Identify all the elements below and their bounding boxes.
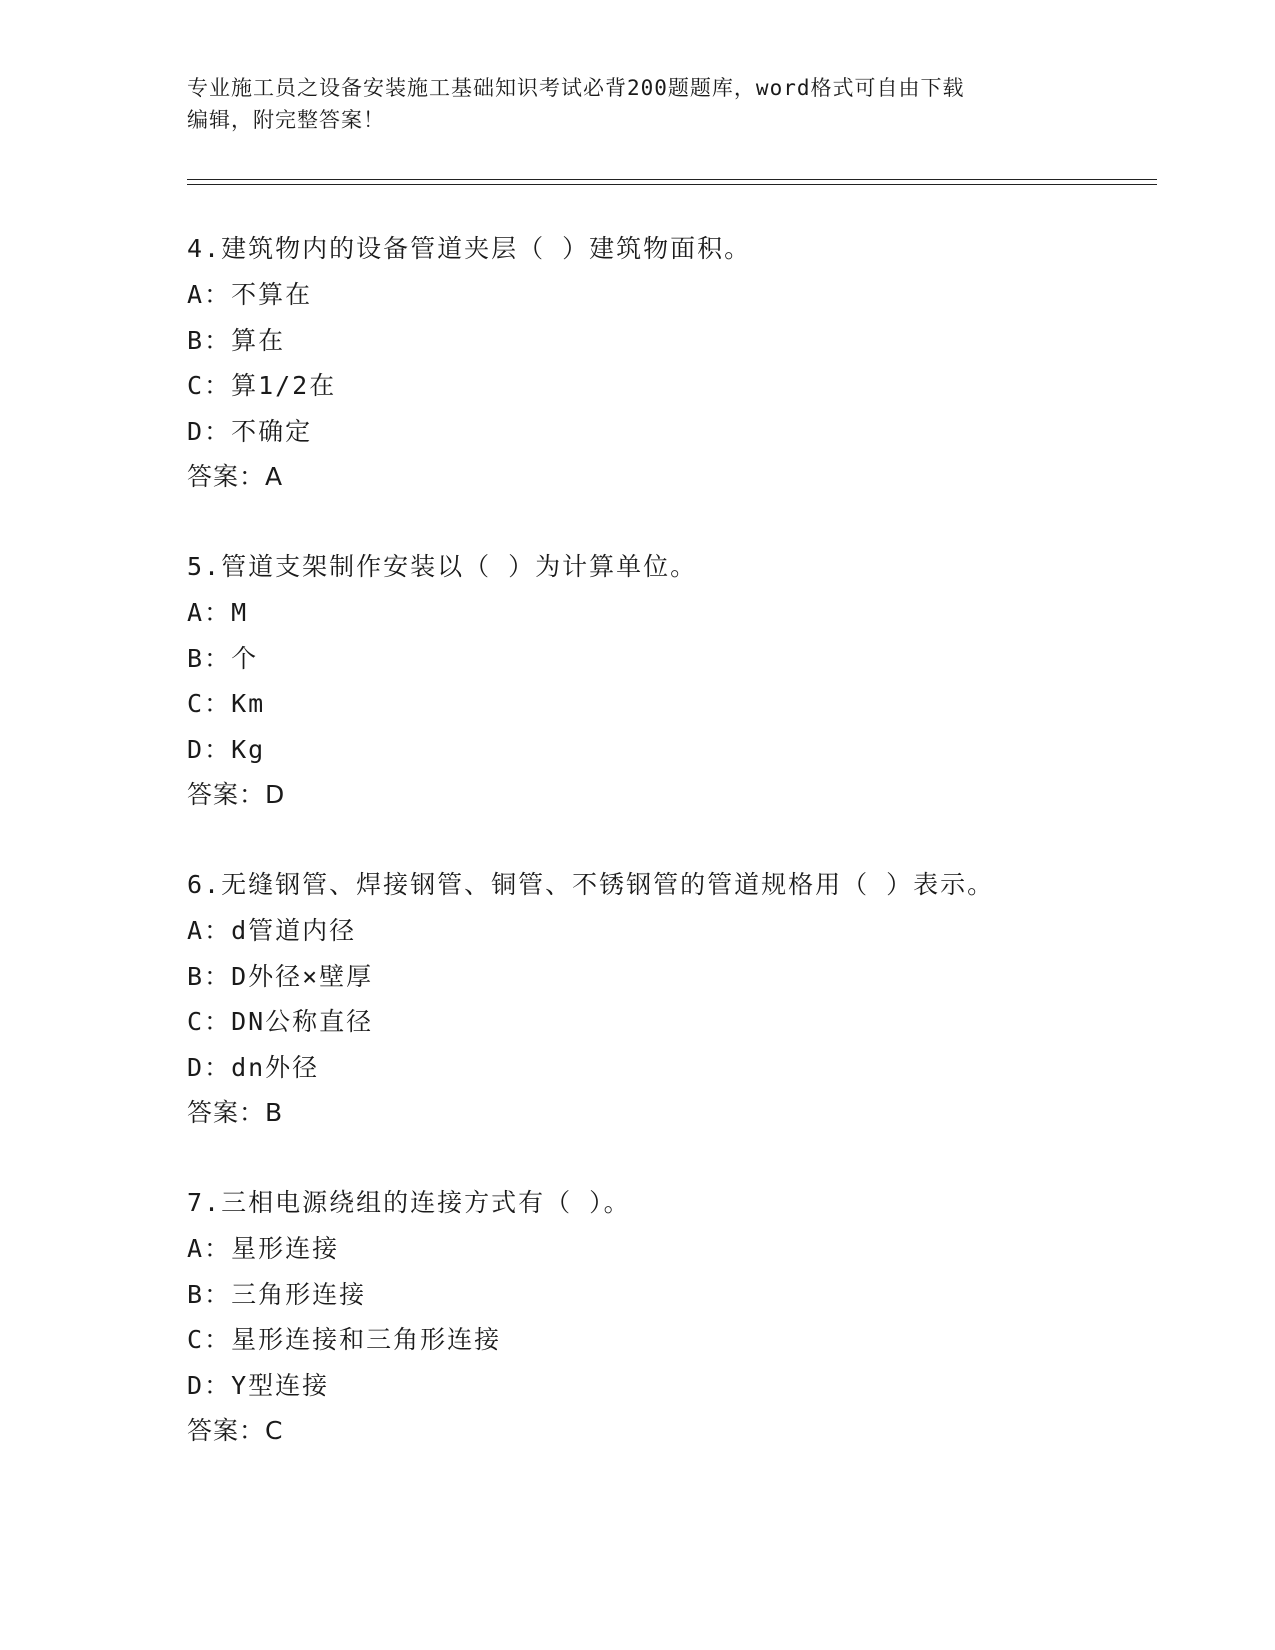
answer-value: A [265, 462, 284, 491]
option-d [187, 1053, 1147, 1099]
option-c [187, 689, 1147, 735]
option-separator: ： [204, 961, 232, 991]
option-key: A [187, 598, 205, 627]
answer-value: B [265, 1098, 284, 1127]
option-a [187, 916, 1147, 962]
option-text: 算在 [231, 325, 286, 355]
option-key: C [187, 689, 205, 718]
document-header [187, 72, 1067, 136]
option-text: Km [231, 689, 266, 718]
option-text: 不确定 [231, 416, 313, 446]
answer-label: 答案： [187, 780, 266, 809]
option-b [187, 1280, 1147, 1326]
option-separator: ： [204, 1052, 232, 1082]
option-key: C [187, 371, 205, 400]
question-stem: 6.无缝钢管、焊接钢管、铜管、不锈钢管的管道规格用（ ）表示。 [187, 870, 995, 899]
question-block [187, 1188, 1147, 1462]
option-b [187, 326, 1147, 372]
option-text: 不算在 [231, 280, 313, 309]
option-text: Y型连接 [231, 1370, 330, 1400]
option-separator: ： [204, 1370, 232, 1400]
option-separator: ： [204, 689, 232, 718]
question-block [187, 870, 1147, 1144]
option-a [187, 1234, 1147, 1280]
answer-line [187, 462, 1147, 508]
answer-label: 答案： [187, 1416, 266, 1445]
option-text: DN公称直径 [231, 1007, 374, 1036]
option-c [187, 371, 1147, 417]
option-key: A [187, 1234, 205, 1263]
answer-value: D [265, 780, 286, 809]
option-separator: ： [204, 325, 232, 355]
option-separator: ： [204, 1007, 232, 1036]
option-a [187, 280, 1147, 326]
option-key: B [187, 325, 205, 355]
question-stem: 7.三相电源绕组的连接方式有（ ）。 [187, 1188, 631, 1217]
option-separator: ： [204, 1234, 232, 1263]
option-separator: ： [204, 734, 232, 764]
question-block [187, 552, 1147, 826]
answer-label: 答案： [187, 1098, 266, 1127]
option-separator: ： [204, 371, 232, 400]
option-b [187, 644, 1147, 690]
header-title-line-2: 编辑，附完整答案！ [187, 108, 385, 132]
option-text: 个 [231, 643, 259, 673]
option-d [187, 417, 1147, 463]
option-separator: ： [204, 1325, 232, 1354]
option-text: 三角形连接 [231, 1279, 367, 1309]
header-divider-bottom [187, 184, 1157, 185]
option-text: dn外径 [231, 1052, 320, 1082]
option-key: C [187, 1007, 205, 1036]
option-key: B [187, 643, 205, 673]
option-key: D [187, 734, 205, 764]
option-separator: ： [204, 916, 232, 945]
option-text: Kg [231, 734, 266, 764]
option-text: M [231, 598, 249, 627]
option-separator: ： [204, 643, 232, 673]
question-stem: 4.建筑物内的设备管道夹层（ ）建筑物面积。 [187, 234, 752, 263]
option-d [187, 735, 1147, 781]
option-separator: ： [204, 416, 232, 446]
option-key: A [187, 280, 205, 309]
option-c [187, 1007, 1147, 1053]
option-text: 星形连接和三角形连接 [231, 1325, 502, 1354]
option-separator: ： [204, 280, 232, 309]
answer-line [187, 1098, 1147, 1144]
answer-line [187, 780, 1147, 826]
answer-value: C [265, 1416, 284, 1445]
option-c [187, 1325, 1147, 1371]
answer-label: 答案： [187, 462, 266, 491]
option-text: d管道内径 [231, 916, 357, 945]
option-text: 星形连接 [231, 1234, 340, 1263]
option-key: B [187, 1279, 205, 1309]
option-d [187, 1371, 1147, 1417]
question-stem: 5.管道支架制作安装以（ ）为计算单位。 [187, 552, 698, 581]
header-title-line-1: 专业施工员之设备安装施工基础知识考试必背200题题库，word格式可自由下载 [187, 76, 965, 100]
option-a [187, 598, 1147, 644]
option-key: C [187, 1325, 205, 1354]
option-key: D [187, 1052, 205, 1082]
answer-line [187, 1416, 1147, 1462]
option-separator: ： [204, 598, 232, 627]
option-text: D外径×壁厚 [231, 961, 374, 991]
question-block [187, 234, 1147, 508]
option-separator: ： [204, 1279, 232, 1309]
header-divider-top [187, 179, 1157, 180]
option-text: 算1/2在 [231, 371, 337, 400]
option-key: D [187, 416, 205, 446]
option-b [187, 962, 1147, 1008]
option-key: A [187, 916, 205, 945]
option-key: B [187, 961, 205, 991]
option-key: D [187, 1370, 205, 1400]
